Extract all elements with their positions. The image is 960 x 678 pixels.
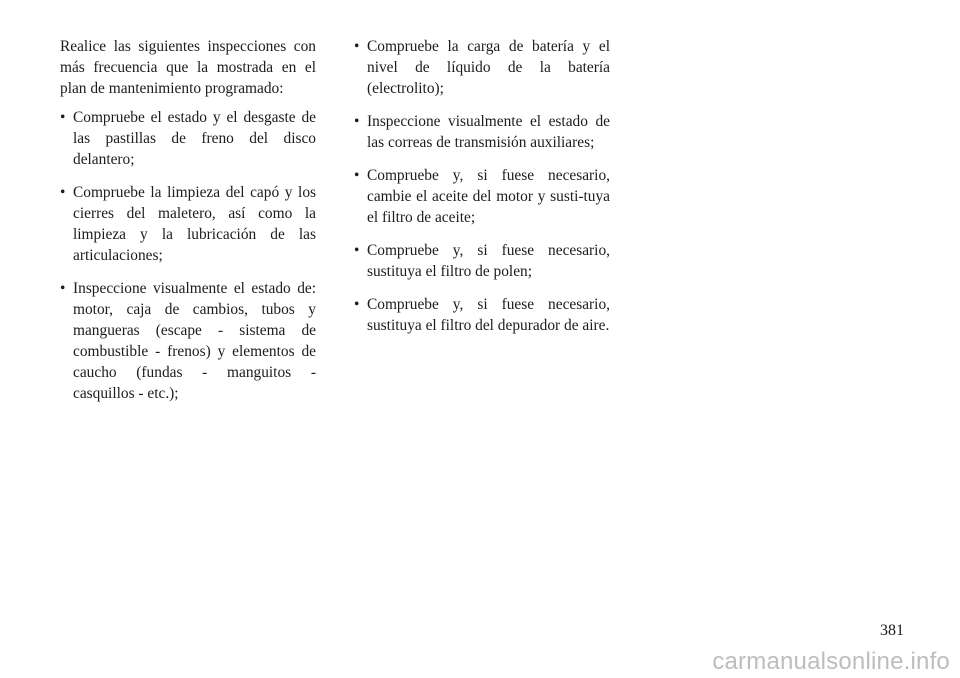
bullet-icon: •: [354, 38, 360, 55]
list-item: [60, 182, 316, 266]
list-item-text: Compruebe el estado y el desgaste de las pastillas de freno del disco delantero;: [73, 109, 316, 168]
list-item-text: Compruebe y, si fuese necesario, sustituya el filtro del depurador de aire.: [367, 296, 610, 334]
list-item-text: Inspeccione visualmente el estado de: motor, caja de cambios, tubos y mangueras (escape - sistema de combustible - frenos) y elementos de caucho (fundas - manguitos - casquillos - etc.);: [73, 280, 316, 402]
list-item: [60, 107, 316, 170]
list-item: [354, 165, 610, 228]
list-item: [354, 36, 610, 99]
list-item: [354, 111, 610, 153]
bullet-icon: •: [60, 184, 66, 201]
bullet-icon: •: [354, 167, 360, 184]
list-item: [354, 240, 610, 282]
intro-paragraph: Realice las siguientes inspecciones con más frecuencia que la mostrada en el plan de mantenimiento programado:: [60, 38, 316, 97]
list-item-text: Compruebe y, si fuese necesario, cambie el aceite del motor y susti-tuya el filtro de aceite;: [367, 167, 610, 226]
page-number: 381: [880, 622, 904, 639]
list-item: [354, 294, 610, 336]
list-item-text: Compruebe la carga de batería y el nivel de líquido de la batería (electrolito);: [367, 38, 610, 97]
bullet-icon: •: [60, 280, 66, 297]
bullet-icon: •: [354, 113, 360, 130]
list-item-text: Inspeccione visualmente el estado de las correas de transmisión auxiliares;: [367, 113, 610, 151]
left-column: [60, 36, 316, 416]
watermark-text: carmanualsonline.info: [712, 648, 950, 675]
list-item-text: Compruebe la limpieza del capó y los cierres del maletero, así como la limpieza y la lubricación de las articulaciones;: [73, 184, 316, 264]
left-bullet-list: [60, 107, 316, 404]
right-column: [354, 36, 610, 348]
right-bullet-list: [354, 36, 610, 336]
bullet-icon: •: [354, 242, 360, 259]
bullet-icon: •: [354, 296, 360, 313]
bullet-icon: •: [60, 109, 66, 126]
list-item: [60, 278, 316, 404]
list-item-text: Compruebe y, si fuese necesario, sustituya el filtro de polen;: [367, 242, 610, 280]
